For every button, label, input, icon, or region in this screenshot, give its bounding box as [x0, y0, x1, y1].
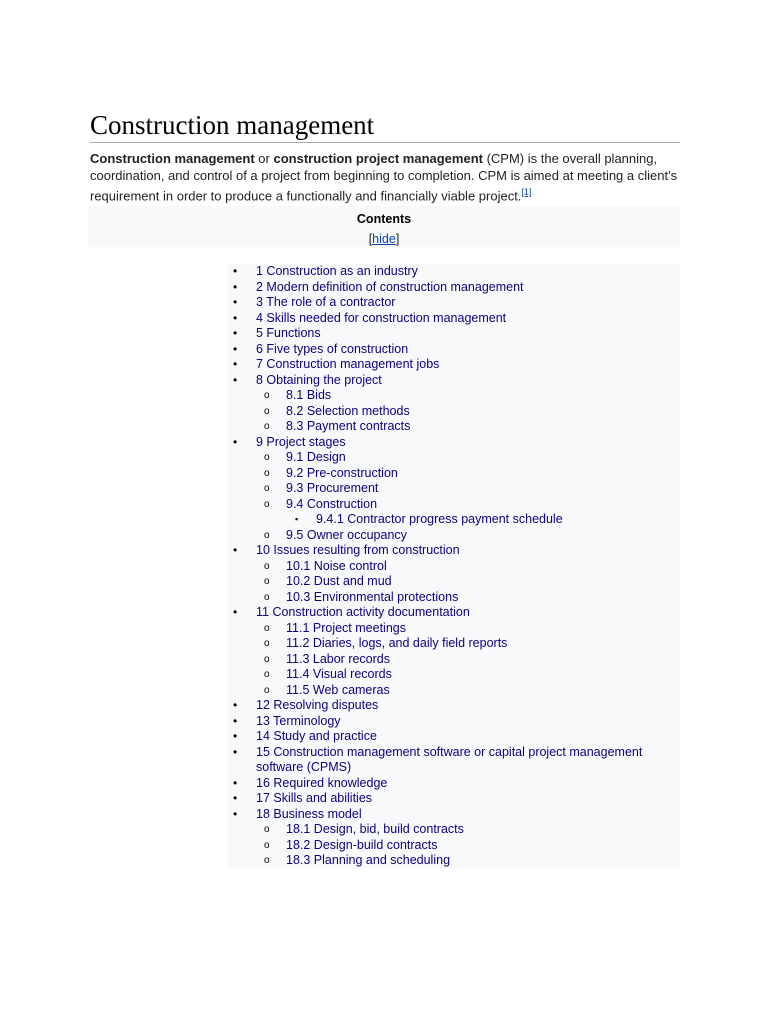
toc-item[interactable] — [228, 621, 680, 637]
intro-term-construction-project-management: construction project management — [273, 151, 483, 166]
toc-link[interactable]: 3 The role of a contractor — [256, 295, 396, 309]
toc-item[interactable] — [228, 497, 680, 513]
toc-item[interactable] — [228, 822, 680, 838]
toc-item[interactable] — [228, 853, 680, 869]
toc-item[interactable] — [228, 605, 680, 621]
toc-link[interactable]: 13 Terminology — [256, 713, 341, 728]
bullet-icon: • — [233, 264, 238, 278]
bullet-icon: • — [233, 295, 238, 309]
toc-item[interactable] — [228, 311, 680, 327]
toc-link[interactable]: 18.3 Planning and scheduling — [286, 853, 451, 867]
toc-item[interactable] — [228, 776, 680, 792]
bullet-icon: • — [233, 341, 238, 356]
toc-item[interactable] — [228, 466, 680, 482]
toc-link[interactable]: 14 Study and practice — [256, 729, 377, 743]
toc-item[interactable] — [228, 791, 680, 807]
bullet-icon: • — [233, 775, 238, 790]
intro-connector: or — [254, 151, 274, 166]
toc-item[interactable] — [228, 636, 680, 652]
toc-link[interactable]: 4 Skills needed for construction management — [256, 310, 507, 325]
toc-link[interactable]: 9 Project stages — [256, 434, 346, 449]
toc-link[interactable]: 8.3 Payment contracts — [286, 419, 411, 433]
toc-item[interactable] — [228, 373, 680, 389]
toc-title: Contents — [356, 212, 412, 226]
toc-link[interactable]: 11.2 Diaries, logs, and daily field reports — [286, 636, 508, 650]
bullet-icon: o — [264, 467, 270, 479]
bullet-icon: o — [264, 622, 270, 634]
bullet-icon: o — [264, 684, 270, 696]
toc-link[interactable]: 8.2 Selection methods — [286, 403, 410, 418]
toc-link[interactable]: 15 Construction management software or capital project management software (CPMS) — [256, 744, 643, 774]
bullet-icon: • — [233, 434, 238, 449]
toc-link[interactable]: 9.2 Pre-construction — [286, 465, 398, 480]
bullet-icon: o — [264, 498, 270, 510]
toc-link[interactable]: 12 Resolving disputes — [256, 698, 379, 712]
toc-item[interactable] — [228, 481, 680, 497]
toc-link[interactable]: 11 Construction activity documentation — [256, 605, 470, 619]
toc-link[interactable]: 11.5 Web cameras — [286, 682, 390, 697]
toc-item[interactable] — [228, 683, 680, 699]
bullet-icon: o — [264, 560, 270, 572]
toc-item[interactable] — [228, 714, 680, 730]
toc-item[interactable] — [228, 388, 680, 404]
toc-item[interactable] — [228, 807, 680, 823]
toc-link[interactable]: 10.3 Environmental protections — [286, 589, 459, 604]
bullet-icon: o — [264, 390, 270, 401]
bullet-icon: • — [233, 791, 238, 805]
toc-link[interactable]: 11.3 Labor records — [286, 651, 390, 666]
toc-item[interactable] — [228, 667, 680, 683]
toc-item[interactable] — [228, 419, 680, 435]
toc-link[interactable]: 1 Construction as an industry — [256, 264, 418, 278]
toc-link[interactable]: 18 Business model — [256, 806, 362, 821]
toc-link[interactable]: 10.1 Noise control — [286, 558, 387, 573]
toc-item[interactable] — [228, 512, 680, 528]
toc-list — [228, 264, 680, 869]
intro-term-construction-management: Construction management — [90, 151, 255, 166]
toc-item[interactable] — [228, 326, 680, 342]
bullet-icon: o — [264, 405, 270, 417]
toc-link[interactable]: 10.2 Dust and mud — [286, 574, 392, 588]
toc-link[interactable]: 8 Obtaining the project — [256, 372, 382, 387]
toc-toggle-close-bracket: ] — [395, 232, 400, 246]
bullet-icon: o — [264, 855, 270, 866]
bullet-icon: • — [233, 744, 238, 759]
toc-toggle-open-bracket: [ — [368, 232, 373, 246]
toc-header — [88, 206, 680, 247]
toc-item[interactable] — [228, 404, 680, 420]
reference-superscript — [521, 186, 531, 198]
toc-link[interactable]: 9.4.1 Contractor progress payment schedule — [316, 512, 563, 526]
page-title: Construction management — [90, 110, 375, 140]
title-divider — [90, 142, 680, 143]
bullet-icon: ▪ — [295, 514, 299, 524]
bullet-icon: • — [233, 326, 238, 340]
toc-link[interactable]: 7 Construction management jobs — [256, 357, 440, 371]
bullet-icon: • — [233, 357, 238, 371]
toc-link[interactable]: 18.1 Design, bid, build contracts — [286, 822, 464, 836]
bullet-icon: • — [233, 713, 238, 728]
toc-link[interactable]: 5 Functions — [256, 326, 321, 340]
toc-link[interactable]: 11.4 Visual records — [286, 667, 392, 681]
toc-link[interactable]: 2 Modern definition of construction management — [256, 279, 524, 294]
toc-link[interactable]: 9.4 Construction — [286, 496, 378, 511]
bullet-icon: o — [264, 421, 270, 432]
bullet-icon: • — [233, 372, 238, 387]
toc-link[interactable]: 10 Issues resulting from construction — [256, 543, 460, 557]
bullet-icon: • — [233, 543, 238, 557]
toc-link[interactable]: 16 Required knowledge — [256, 775, 388, 790]
bullet-icon: o — [264, 452, 270, 463]
toc-item[interactable] — [228, 280, 680, 296]
bullet-icon: o — [264, 653, 270, 665]
bullet-icon: o — [264, 839, 270, 851]
toc-item[interactable] — [228, 357, 680, 373]
bullet-icon: • — [233, 698, 238, 712]
bullet-icon: o — [264, 529, 270, 541]
bullet-icon: o — [264, 483, 270, 494]
reference-link[interactable]: [1] — [521, 187, 532, 197]
toc-link[interactable]: 9.5 Owner occupancy — [286, 527, 407, 542]
bullet-icon: • — [233, 729, 238, 743]
bullet-icon: • — [233, 279, 238, 294]
bullet-icon: o — [264, 824, 270, 835]
bullet-icon: • — [233, 310, 238, 325]
toc-item[interactable] — [228, 590, 680, 606]
toc-link[interactable]: 8.1 Bids — [286, 388, 332, 402]
toc-link[interactable]: 9.1 Design — [286, 450, 346, 464]
toc-link[interactable]: 6 Five types of construction — [256, 341, 409, 356]
toc-item[interactable] — [228, 264, 680, 280]
toc-item[interactable] — [228, 295, 680, 311]
toc-item[interactable] — [228, 698, 680, 714]
bullet-icon: o — [264, 576, 270, 587]
toc-item[interactable] — [228, 528, 680, 544]
toc-link[interactable]: 17 Skills and abilities — [256, 791, 373, 805]
toc-item[interactable] — [228, 574, 680, 590]
toc-item[interactable] — [228, 543, 680, 559]
bullet-icon: • — [233, 806, 238, 821]
bullet-icon: o — [264, 669, 270, 680]
bullet-icon: • — [233, 605, 238, 619]
bullet-icon: o — [264, 591, 270, 603]
intro-text: (CPM) is the overall planning, coordination, and control of a project from beginning to completion. CPM is aimed at meeting a client's requirement in order to produce a functionally and financially viable project. — [90, 151, 678, 204]
toc-hide-link[interactable]: hide — [372, 232, 396, 246]
toc-item[interactable] — [228, 342, 680, 358]
toc-item[interactable] — [228, 435, 680, 451]
toc-item[interactable] — [228, 559, 680, 575]
toc-link[interactable]: 18.2 Design-build contracts — [286, 837, 438, 852]
toc-item[interactable] — [228, 729, 680, 745]
toc-item[interactable] — [228, 652, 680, 668]
bullet-icon: o — [264, 638, 270, 649]
toc-item[interactable] — [228, 450, 680, 466]
toc-toggle — [88, 232, 680, 247]
intro-paragraph — [90, 151, 680, 205]
toc-link[interactable]: 9.3 Procurement — [286, 481, 379, 495]
toc-link[interactable]: 11.1 Project meetings — [286, 620, 406, 635]
toc-item[interactable] — [228, 838, 680, 854]
toc-item[interactable] — [228, 745, 680, 776]
